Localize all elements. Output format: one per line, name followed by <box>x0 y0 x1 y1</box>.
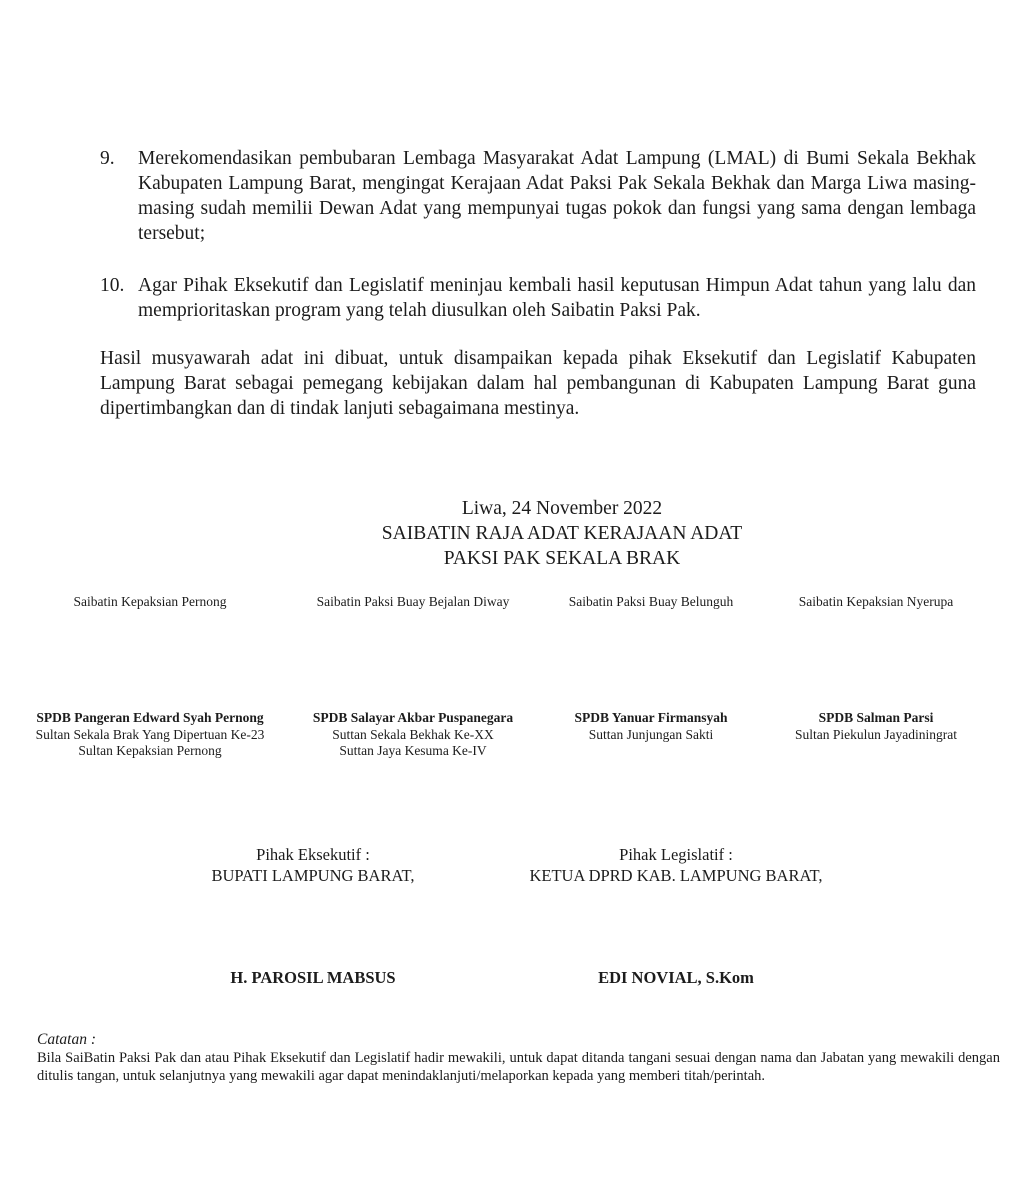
authority-title-line1: SAIBATIN RAJA ADAT KERAJAAN ADAT <box>381 523 743 544</box>
closing-paragraph: Hasil musyawarah adat ini dibuat, untuk disampaikan kepada pihak Eksekutif dan Legislatif Kabupaten Lampung Barat sebagai pemegang kebijakan dalam hal pembangunan di Kabupaten Lampung Barat guna dipertimbangkan dan di tindak lanjuti sebagaimana mestinya. <box>100 348 976 419</box>
signatory-title: Saibatin Paksi Buay Belunguh <box>568 594 734 609</box>
note-title: Catatan : <box>37 1031 96 1048</box>
note-text: Bila SaiBatin Paksi Pak dan atau Pihak Eksekutif dan Legislatif hadir mewakili, untuk dapat ditanda tangani sesuai dengan nama dan Jabatan yang mewakili dengan ditulis tangan, untuk selanjutnya yang mewakili agar dapat menindaklanjuti/melaporkan kepada yang memberi titah/perintah. <box>37 1050 1000 1084</box>
item-text: Agar Pihak Eksekutif dan Legislatif meninjau kembali hasil keputusan Himpun Adat tahun yang lalu dan memprioritaskan program yang telah diusulkan oleh Saibatin Paksi Pak. <box>138 275 976 321</box>
executive-block <box>143 844 483 886</box>
place-date-block <box>312 496 812 571</box>
signatory-role: Suttan Junjungan Sakti <box>588 726 714 742</box>
signatory-role: Sultan Sekala Brak Yang Dipertuan Ke-23 <box>35 726 265 742</box>
signatory-block <box>15 710 285 760</box>
signatory-block <box>741 710 1011 743</box>
item-number: 9. <box>100 148 115 169</box>
executive-official-name: H. PAROSIL MABSUS <box>230 968 396 987</box>
legislative-party: Pihak Legislatif : <box>619 845 733 864</box>
legislative-block <box>506 844 846 886</box>
legislative-official-name: EDI NOVIAL, S.Kom <box>598 968 754 987</box>
signatory-block <box>278 710 548 760</box>
item-number: 10. <box>100 275 125 296</box>
executive-party: Pihak Eksekutif : <box>256 845 370 864</box>
authority-title-line2: PAKSI PAK SEKALA BRAK <box>443 548 681 569</box>
place-date: Liwa, 24 November 2022 <box>461 498 663 519</box>
executive-position: BUPATI LAMPUNG BARAT, <box>211 866 415 885</box>
signatory-name: SPDB Yanuar Firmansyah <box>574 710 728 725</box>
list-item-9 <box>100 146 976 246</box>
signatory-name: SPDB Salayar Akbar Puspanegara <box>312 710 514 725</box>
signatory-title: Saibatin Paksi Buay Bejalan Diway <box>316 594 510 609</box>
list-item-10 <box>100 273 976 323</box>
legislative-position: KETUA DPRD KAB. LAMPUNG BARAT, <box>529 866 823 885</box>
signatory-name: SPDB Pangeran Edward Syah Pernong <box>36 710 264 725</box>
signatory-title: Saibatin Kepaksian Nyerupa <box>798 594 954 609</box>
item-text: Merekomendasikan pembubaran Lembaga Masyarakat Adat Lampung (LMAL) di Bumi Sekala Bekhak Kabupaten Lampung Barat, mengingat Kerajaan Adat Paksi Pak Sekala Bekhak dan Marga Liwa masing-masing sudah memilii Dewan Adat yang mempunyai tugas pokok dan fungsi yang sama dengan lembaga tersebut; <box>138 148 976 244</box>
signatory-role: Sultan Piekulun Jayadiningrat <box>795 726 957 742</box>
signatory-role: Suttan Sekala Bekhak Ke-XX <box>332 726 494 742</box>
signatory-title: Saibatin Kepaksian Pernong <box>73 594 227 609</box>
signatory-name: SPDB Salman Parsi <box>818 710 934 725</box>
signatory-role: Sultan Kepaksian Pernong <box>78 743 222 758</box>
signatory-role: Suttan Jaya Kesuma Ke-IV <box>339 743 487 758</box>
